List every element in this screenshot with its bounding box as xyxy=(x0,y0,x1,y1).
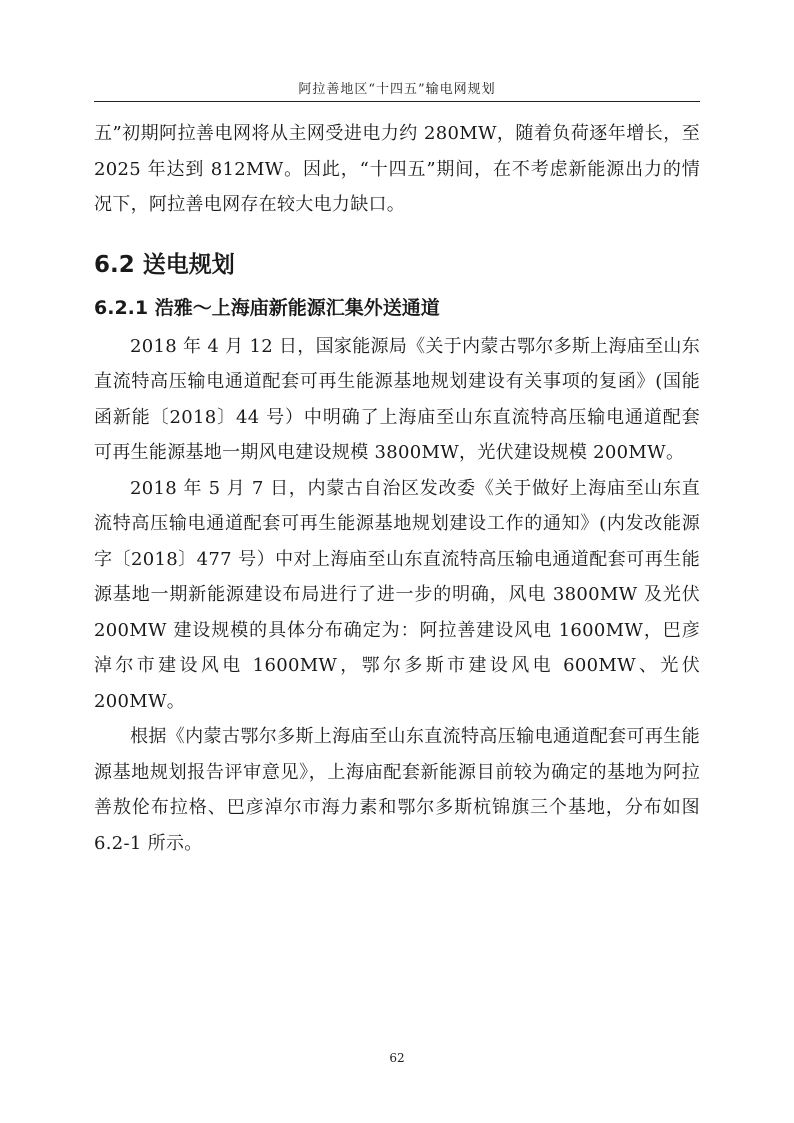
body-paragraph: 2018 年 5 月 7 日，内蒙古自治区发改委《关于做好上海庙至山东直流特高压输电通道配套可再生能源基地规划建设工作的通知》(内发改能源字〔2018〕477 号）中对上海庙至山东直流特高压输电通道配套可再生能源基地一期新能源建设布局进行了进一步的明确，风电 3800MW 及光伏 200MW 建设规模的具体分布确定为：阿拉善建设风电 1600MW，巴彦淖尔市建设风电 1600MW，鄂尔多斯市建设风电 600MW、光伏 200MW。 xyxy=(94,477,700,712)
running-header: 阿拉善地区“十四五”输电网规划 xyxy=(298,82,496,97)
page-number: 62 xyxy=(389,1051,405,1065)
section-heading: 6.2 送电规划 xyxy=(94,251,235,278)
page-body xyxy=(94,116,700,861)
header-rule xyxy=(94,101,700,102)
subsection-heading: 6.2.1 浩雅～上海庙新能源汇集外送通道 xyxy=(94,296,440,319)
intro-paragraph: 五”初期阿拉善电网将从主网受进电力约 280MW，随着负荷逐年增长，至 2025 年达到 812MW。因此，“十四五”期间，在不考虑新能源出力的情况下，阿拉善电网存在较大电力缺口。 xyxy=(94,123,700,215)
body-paragraph: 2018 年 4 月 12 日，国家能源局《关于内蒙古鄂尔多斯上海庙至山东直流特高压输电通道配套可再生能源基地规划建设有关事项的复函》(国能函新能〔2018〕44 号）中明确了上海庙至山东直流特高压输电通道配套可再生能源基地一期风电建设规模 3800MW，光伏建设规模 200MW。 xyxy=(94,335,700,463)
body-paragraph: 根据《内蒙古鄂尔多斯上海庙至山东直流特高压输电通道配套可再生能源基地规划报告评审意见》，上海庙配套新能源目前较为确定的基地为阿拉善敖伦布拉格、巴彦淖尔市海力素和鄂尔多斯杭锦旗三个基地，分布如图 6.2-1 所示。 xyxy=(94,726,700,854)
